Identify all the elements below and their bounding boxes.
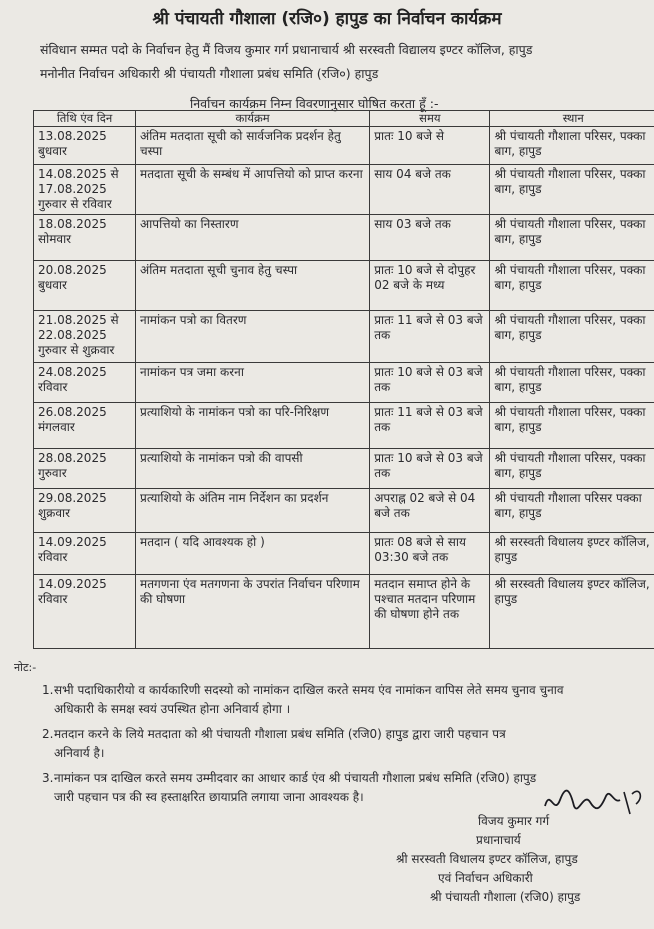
row-day: सोमवार [38,232,72,246]
table-row [34,533,654,575]
note-line: मतदान करने के लिये मतदाता को श्री पंचायती गौशाला प्रबंध समिति (रजि0) हापुड द्वारा जारी पहचान पत्र [54,727,506,741]
row-event: नामांकन पत्र जमा करना [136,363,370,403]
table-header-row [34,111,654,127]
row-place: श्री पंचायती गौशाला परिसर, पक्का बाग, हापुड [490,215,654,261]
row-day: बुधवार [38,144,67,158]
row-time: प्रातः 10 बजे से [370,127,490,165]
row-date: 13.08.2025 [38,129,107,143]
row-time: प्रातः 11 बजे से 03 बजे तक [370,403,490,449]
note-item [14,681,654,719]
row-event: अंतिम मतदाता सूची को सार्वजनिक प्रदर्शन हेतु चस्पा [136,127,370,165]
row-date: 28.08.2025 [38,451,107,465]
row-place: श्री पंचायती गौशाला परिसर, पक्का बाग, हापुड [490,403,654,449]
note-line: नामांकन पत्र दाखिल करते समय उम्मीदवार का आधार कार्ड एंव श्री पंचायती गौशाला प्रबंध समिति (रजि0) हापुड [54,771,537,785]
row-time: प्रातः 10 बजे से 03 बजे तक [370,363,490,403]
row-place: श्री पंचायती गौशाला परिसर, पक्का बाग, हापुड [490,127,654,165]
row-day: गुरुवार [38,466,67,480]
note-line: अनिवार्य है। [54,746,105,760]
row-day: रविवार [38,550,68,564]
signatory-role: प्रधानाचार्य [476,833,521,847]
row-date: 14.09.2025 [38,535,107,549]
header-time: समय [370,111,490,127]
note-line: सभी पदाधिकारीयो व कार्यकारिणी सदस्यो को नामांकन दाखिल करते समय एंव नामांकन वापिस लेते समय चुनाव चुनाव [54,683,564,697]
table-row [34,489,654,533]
intro-line-2: मनोनीत निर्वाचन अधिकारी श्री पंचायती गौशाला प्रबंध समिति (रजि०) हापुड [40,66,379,81]
notes-heading: नोट:- [14,661,37,674]
row-date: 24.08.2025 [38,365,107,379]
row-date: 14.09.2025 [38,577,107,591]
table-row [34,449,654,489]
page-title: श्री पंचायती गौशाला (रजि०) हापुड का निर्वाचन कार्यक्रम [152,9,502,29]
table-row [34,363,654,403]
row-date: 20.08.2025 [38,263,107,277]
note-line: अधिकारी के समक्ष स्वयं उपस्थित होना अनिवार्य होगा । [54,702,291,716]
row-day: मंगलवार [38,420,75,434]
table-row [34,165,654,215]
note-number: 2. [42,727,54,741]
table-row [34,403,654,449]
note-number: 1. [42,683,54,697]
table-row [34,215,654,261]
row-day: रविवार [38,592,68,606]
table-row [34,127,654,165]
row-date: 18.08.2025 [38,217,107,231]
row-place: श्री पंचायती गौशाला परिसर, पक्का बाग, हापुड [490,261,654,311]
row-place: श्री पंचायती गौशाला परिसर, पक्का बाग, हापुड [490,165,654,215]
note-line: जारी पहचान पत्र की स्व हस्ताक्षरित छायाप्रति लगाया जाना आवश्यक है। [54,790,364,804]
row-event: नामांकन पत्रो का वितरण [136,311,370,363]
row-date: 29.08.2025 [38,491,107,505]
row-date: 26.08.2025 [38,405,107,419]
row-date: 14.08.2025 से 17.08.2025 [38,167,119,196]
note-item [14,725,654,763]
row-event: मतदाता सूची के सम्बंध में आपत्तियो को प्राप्त करना [136,165,370,215]
schedule-table [33,110,654,649]
header-date: तिथि एंव दिन [34,111,136,127]
row-event: अंतिम मतदाता सूची चुनाव हेतु चस्पा [136,261,370,311]
row-time: अपराह्न 02 बजे से 04 बजे तक [370,489,490,533]
row-event: प्रत्याशियो के नामांकन पत्रो की वापसी [136,449,370,489]
signatory-name: विजय कुमार गर्ग [478,814,550,828]
intro-line-3: निर्वाचन कार्यक्रम निम्न विवरणानुसार घोषित करता हूँ :- [190,96,439,111]
row-time: प्रातः 08 बजे से साय 03:30 बजे तक [370,533,490,575]
signatory-org: श्री पंचायती गौशाला (रजि0) हापुड [430,890,581,904]
signatory-school: श्री सरस्वती विधालय इण्टर कॉलिज, हापुड [396,852,578,866]
row-place: श्री सरस्वती विधालय इण्टर कॉलिज, हापुड [490,533,654,575]
row-day: शुक्रवार [38,506,71,520]
table-row [34,575,654,649]
row-event: मतगणना एंव मतगणना के उपरांत निर्वाचन परिणाम की घोषणा [136,575,370,649]
row-event: मतदान ( यदि आवश्यक हो ) [136,533,370,575]
intro-line-1: संविधान सम्मत पदो के निर्वाचन हेतु मैं विजय कुमार गर्ग प्रधानाचार्य श्री सरस्वती विद्यालय इण्टर कॉलिज, हापुड [40,42,533,57]
note-number: 3. [42,771,54,785]
table-row [34,261,654,311]
row-time: मतदान समाप्त होने के पश्चात मतदान परिणाम की घोषणा होने तक [370,575,490,649]
row-time: प्रातः 11 बजे से 03 बजे तक [370,311,490,363]
row-place: श्री पंचायती गौशाला परिसर, पक्का बाग, हापुड [490,311,654,363]
row-place: श्री पंचायती गौशाला परिसर पक्का बाग, हापुड [490,489,654,533]
row-day: रविवार [38,380,68,394]
table-row [34,311,654,363]
row-event: आपत्तियो का निस्तारण [136,215,370,261]
signatory-role-2: एवं निर्वाचन अधिकारी [438,871,533,885]
row-date: 21.08.2025 से 22.08.2025 [38,313,119,342]
row-place: श्री सरस्वती विधालय इण्टर कॉलिज, हापुड [490,575,654,649]
row-place: श्री पंचायती गौशाला परिसर, पक्का बाग, हापुड [490,363,654,403]
row-time: प्रातः 10 बजे से दोपुहर 02 बजे के मध्य [370,261,490,311]
row-day: बुधवार [38,278,67,292]
row-place: श्री पंचायती गौशाला परिसर, पक्का बाग, हापुड [490,449,654,489]
row-time: साय 04 बजे तक [370,165,490,215]
header-place: स्थान [490,111,654,127]
row-day: गुरुवार से रविवार [38,197,112,211]
signature-block [388,812,654,907]
row-day: गुरुवार से शुक्रवार [38,343,115,357]
row-event: प्रत्याशियो के अंतिम नाम निर्देशन का प्रदर्शन [136,489,370,533]
header-event: कार्यक्रम [136,111,370,127]
row-time: प्रातः 10 बजे से 03 बजे तक [370,449,490,489]
row-time: साय 03 बजे तक [370,215,490,261]
row-event: प्रत्याशियो के नामांकन पत्रो का परि-निरिक्षण [136,403,370,449]
